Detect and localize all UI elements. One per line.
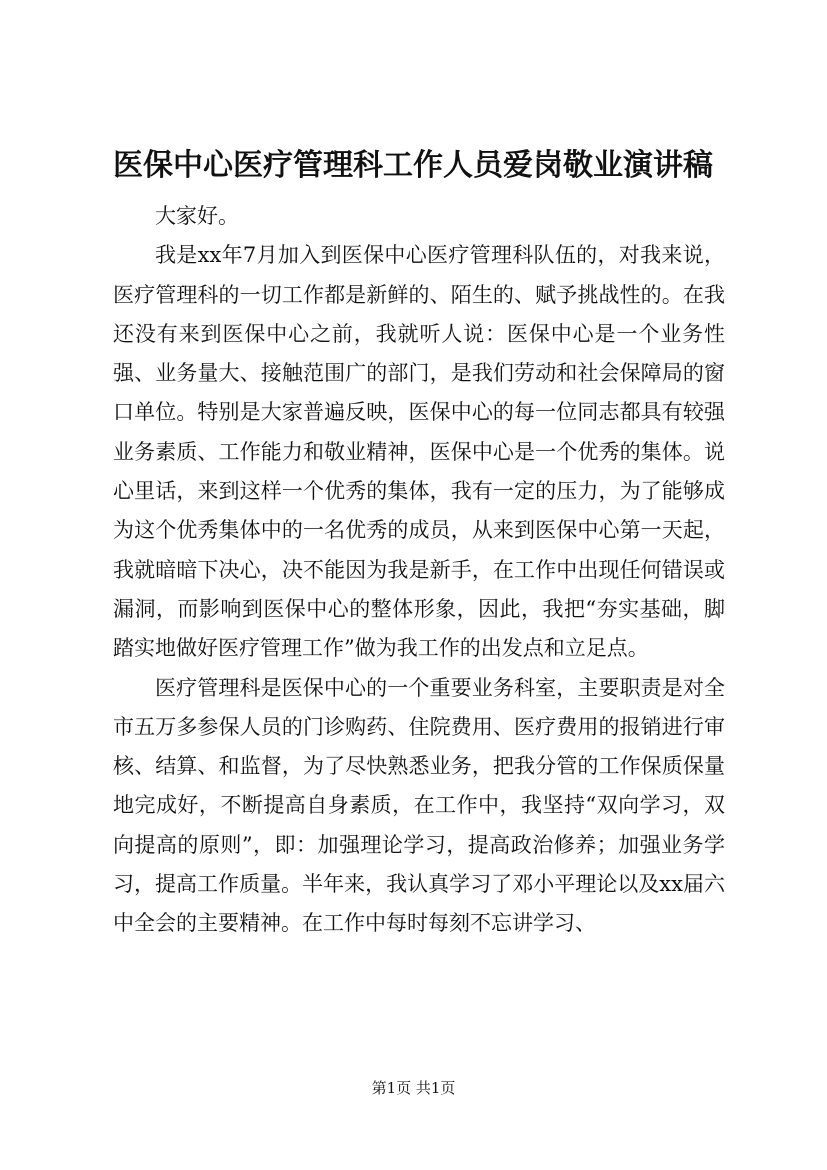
page-number-footer: 第1页 共1页 bbox=[371, 1079, 456, 1097]
paragraph-duties: 医疗管理科是医保中心的一个重要业务科室，主要职责是对全市五万多参保人员的门诊购药、住院费用、医疗费用的报销进行审核、结算、和监督，为了尽快熟悉业务，把我分管的工作保质保量地完成好，不断提高自身素质，在工作中，我坚持“双向学习，双向提高的原则”，即：加强理论学习，提高政治修养；加强业务学习，提高工作质量。半年来，我认真学习了邓小平理论以及xx届六中全会的主要精神。在工作中每时每刻不忘讲学习、 bbox=[113, 675, 725, 936]
document-title: 医保中心医疗管理科工作人员爱岗敬业演讲稿 bbox=[113, 148, 713, 183]
paragraph-greeting: 大家好。 bbox=[155, 204, 239, 228]
paragraph-introduction: 我是xx年7月加入到医保中心医疗管理科队伍的，对我来说，医疗管理科的一切工作都是新鲜的、陌生的、赋予挑战性的。在我还没有来到医保中心之前，我就听人说：医保中心是一个业务性强、业务量大、接触范围广的部门，是我们劳动和社会保障局的窗口单位。特别是大家普遍反映，医保中心的每一位同志都具有较强业务素质、工作能力和敬业精神，医保中心是一个优秀的集体。说心里话，来到这样一个优秀的集体，我有一定的压力，为了能够成为这个优秀集体中的一名优秀的成员，从来到医保中心第一天起，我就暗暗下决心，决不能因为我是新手，在工作中出现任何错误或漏洞，而影响到医保中心的整体形象，因此，我把“夯实基础，脚踏实地做好医疗管理工作”做为我工作的出发点和立足点。 bbox=[113, 243, 725, 661]
document-body bbox=[113, 197, 725, 944]
